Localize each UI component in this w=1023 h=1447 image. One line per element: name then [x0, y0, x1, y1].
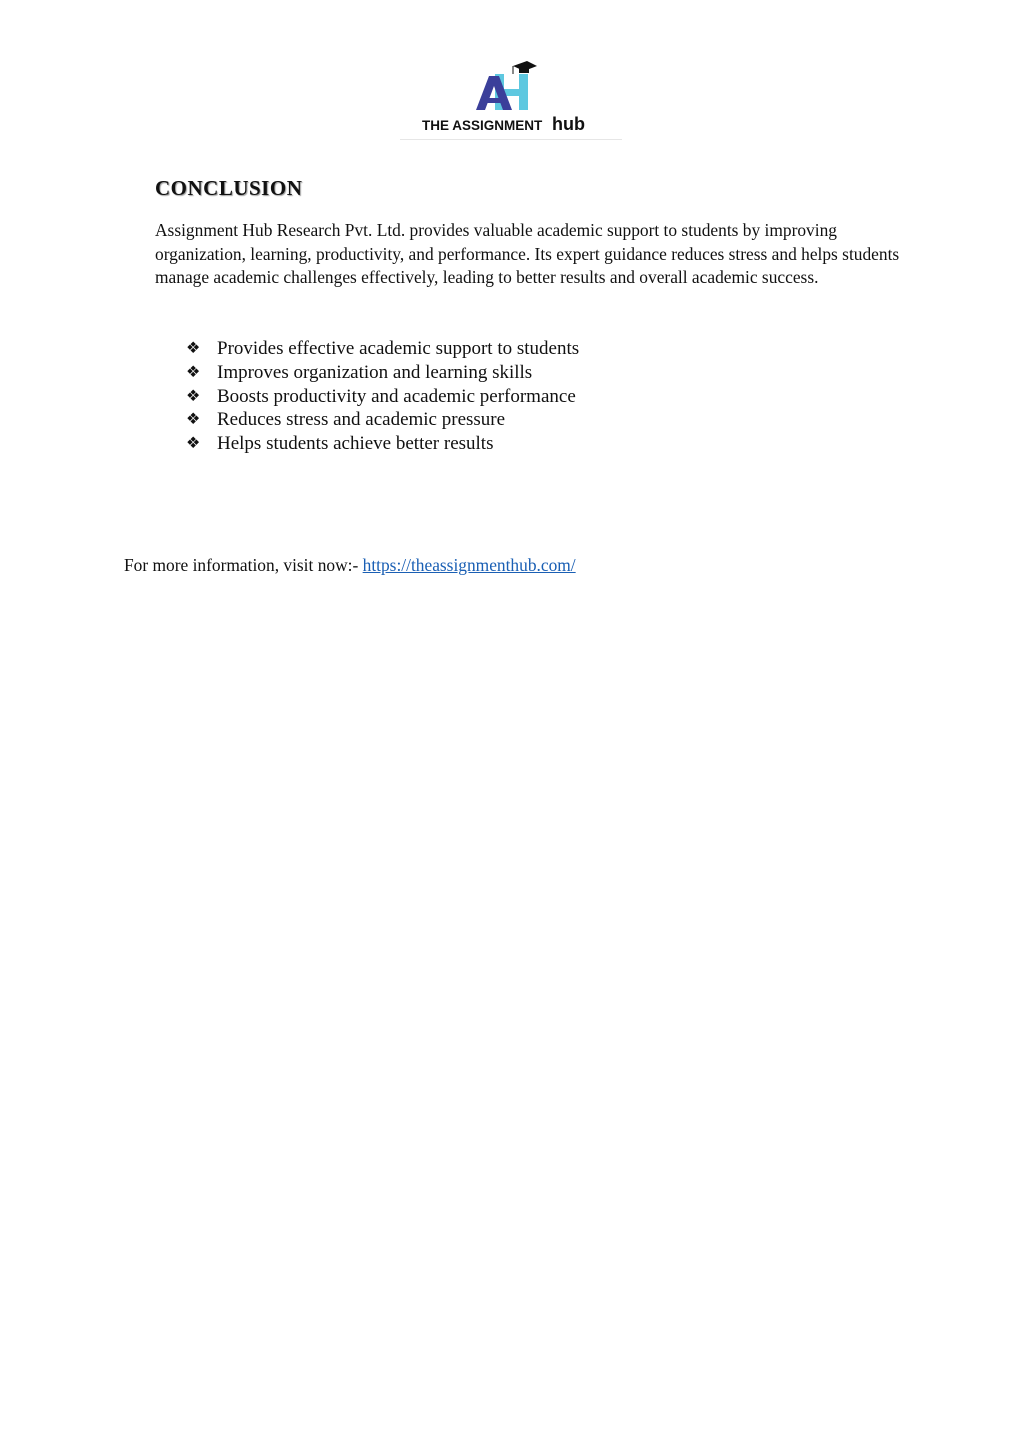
company-logo — [400, 56, 622, 140]
svg-text:THE ASSIGNMENT: THE ASSIGNMENT — [422, 118, 543, 133]
diamond-bullet-icon: ❖ — [186, 363, 201, 381]
list-item — [186, 337, 579, 361]
bullet-text: Improves organization and learning skills — [217, 361, 533, 383]
bullet-text: Reduces stress and academic pressure — [217, 409, 506, 431]
conclusion-heading: CONCLUSION — [155, 176, 303, 200]
diamond-bullet-icon: ❖ — [186, 411, 201, 429]
diamond-bullet-icon: ❖ — [186, 340, 201, 357]
conclusion-bullet-list — [186, 337, 579, 456]
diamond-bullet-icon: ❖ — [186, 435, 201, 453]
footer-info — [124, 555, 576, 576]
bullet-text: Provides effective academic support to students — [217, 338, 580, 359]
list-item — [186, 408, 579, 432]
list-item — [186, 361, 579, 385]
svg-text:hub: hub — [552, 114, 585, 134]
list-item — [186, 385, 579, 409]
website-link[interactable]: https://theassignmenthub.com/ — [362, 555, 576, 575]
footer-text: For more information, visit now:- — [124, 555, 363, 575]
conclusion-paragraph: Assignment Hub Research Pvt. Ltd. provides valuable academic support to students by improving organization, learning, productivity, and performance. Its expert guidance reduces stress and helps students manage academic challenges effectively, leading to better results and overall academic success. — [155, 220, 900, 287]
bullet-text: Helps students achieve better results — [217, 433, 494, 455]
bullet-text: Boosts productivity and academic performance — [217, 385, 576, 407]
diamond-bullet-icon: ❖ — [186, 387, 201, 405]
list-item — [186, 432, 579, 456]
